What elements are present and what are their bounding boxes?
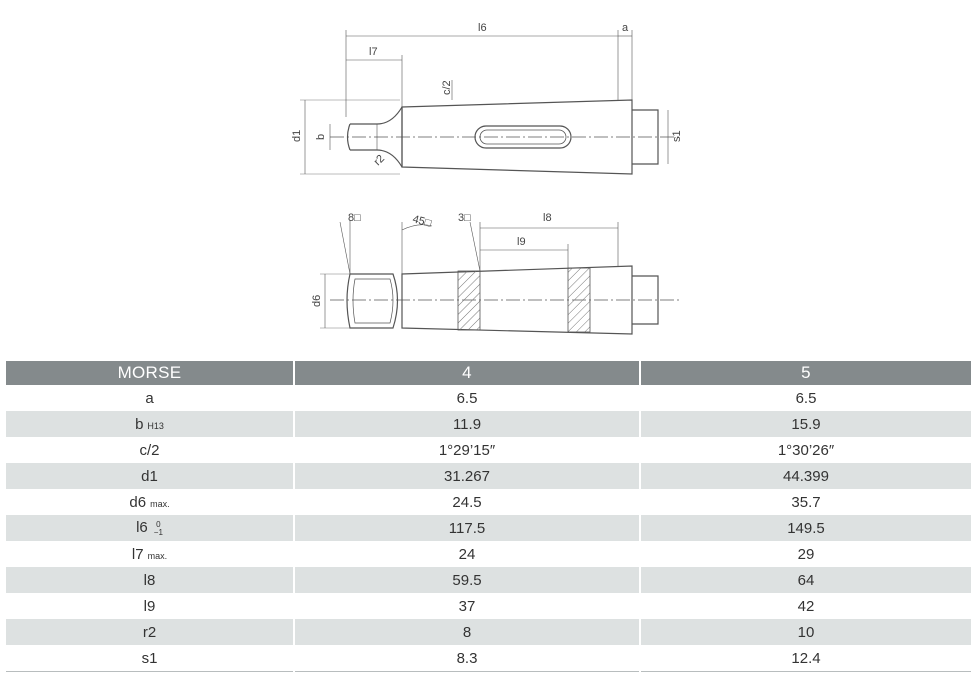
value-size-4: 8.3: [294, 645, 640, 672]
dim-d1-label: d1: [291, 129, 303, 142]
param-cell: [6, 515, 294, 541]
header-morse: MORSE: [6, 361, 294, 385]
param-name: b: [135, 415, 144, 433]
param-name: r2: [142, 623, 157, 641]
header-size-5: 5: [640, 361, 971, 385]
value-size-5: 64: [640, 567, 971, 593]
dim-l9-label: l9: [517, 236, 526, 248]
value-size-5: 42: [640, 593, 971, 619]
angle-8-label: 8□: [348, 212, 361, 224]
table-row: [6, 541, 971, 567]
value-size-5: 149.5: [640, 515, 971, 541]
side-view: [320, 220, 680, 334]
value-size-5: 12.4: [640, 645, 971, 672]
value-size-4: 11.9: [294, 411, 640, 437]
param-name: l9: [143, 597, 156, 615]
param-name: d6: [129, 493, 147, 511]
value-size-4: 37: [294, 593, 640, 619]
value-size-4: 31.267: [294, 463, 640, 489]
value-size-4: 117.5: [294, 515, 640, 541]
param-name: d1: [141, 467, 158, 485]
tolerance-lower: −1: [153, 527, 163, 537]
param-name: l8: [143, 571, 156, 589]
tolerance: [154, 521, 163, 537]
value-size-5: 29: [640, 541, 971, 567]
param-cell: [6, 593, 294, 619]
param-cell: [6, 489, 294, 515]
angle-3-label: 3□: [458, 212, 471, 224]
dim-b-label: b: [315, 133, 327, 140]
table-row: [6, 619, 971, 645]
param-name: l7: [131, 545, 144, 563]
dim-r2-label: r2: [371, 152, 388, 169]
value-size-5: 10: [640, 619, 971, 645]
tolerance-upper: 0: [156, 519, 161, 529]
table-row: [6, 411, 971, 437]
param-suffix: max.: [147, 550, 168, 561]
value-size-5: 6.5: [640, 385, 971, 411]
header-size-4: 4: [294, 361, 640, 385]
top-view: [300, 30, 680, 174]
table-row: [6, 489, 971, 515]
value-size-4: 8: [294, 619, 640, 645]
param-name: c/2: [139, 441, 160, 459]
dim-d6-label: d6: [311, 294, 323, 307]
value-size-4: 24.5: [294, 489, 640, 515]
dim-s1-label: s1: [671, 130, 683, 142]
table-row: [6, 385, 971, 411]
value-size-4: 6.5: [294, 385, 640, 411]
param-cell: [6, 567, 294, 593]
table-row: [6, 567, 971, 593]
spec-table: [6, 361, 971, 672]
param-cell: [6, 645, 294, 672]
param-cell: [6, 541, 294, 567]
table-row: [6, 463, 971, 489]
value-size-5: 15.9: [640, 411, 971, 437]
dim-l8-label: l8: [543, 212, 552, 224]
value-size-5: 1°30’26″: [640, 437, 971, 463]
param-name: s1: [141, 649, 158, 667]
table-row: [6, 515, 971, 541]
value-size-4: 59.5: [294, 567, 640, 593]
value-size-5: 44.399: [640, 463, 971, 489]
dim-l7-label: l7: [369, 46, 378, 58]
dim-a-label: a: [622, 22, 629, 34]
value-size-4: 1°29’15″: [294, 437, 640, 463]
angle-45-label: 45□: [411, 213, 433, 230]
param-suffix: H13: [147, 420, 164, 431]
param-cell: [6, 619, 294, 645]
param-cell: [6, 437, 294, 463]
param-cell: [6, 385, 294, 411]
value-size-4: 24: [294, 541, 640, 567]
param-name: l6: [136, 519, 148, 537]
table-row: [6, 645, 971, 672]
table-row: [6, 437, 971, 463]
param-cell: [6, 411, 294, 437]
param-suffix: max.: [150, 498, 170, 509]
param-name: a: [145, 389, 154, 407]
param-cell: [6, 463, 294, 489]
dim-l6-label: l6: [478, 22, 487, 34]
table-row: [6, 593, 971, 619]
dim-c2-label: c/2: [441, 80, 453, 95]
value-size-5: 35.7: [640, 489, 971, 515]
table-header-row: [6, 361, 971, 385]
